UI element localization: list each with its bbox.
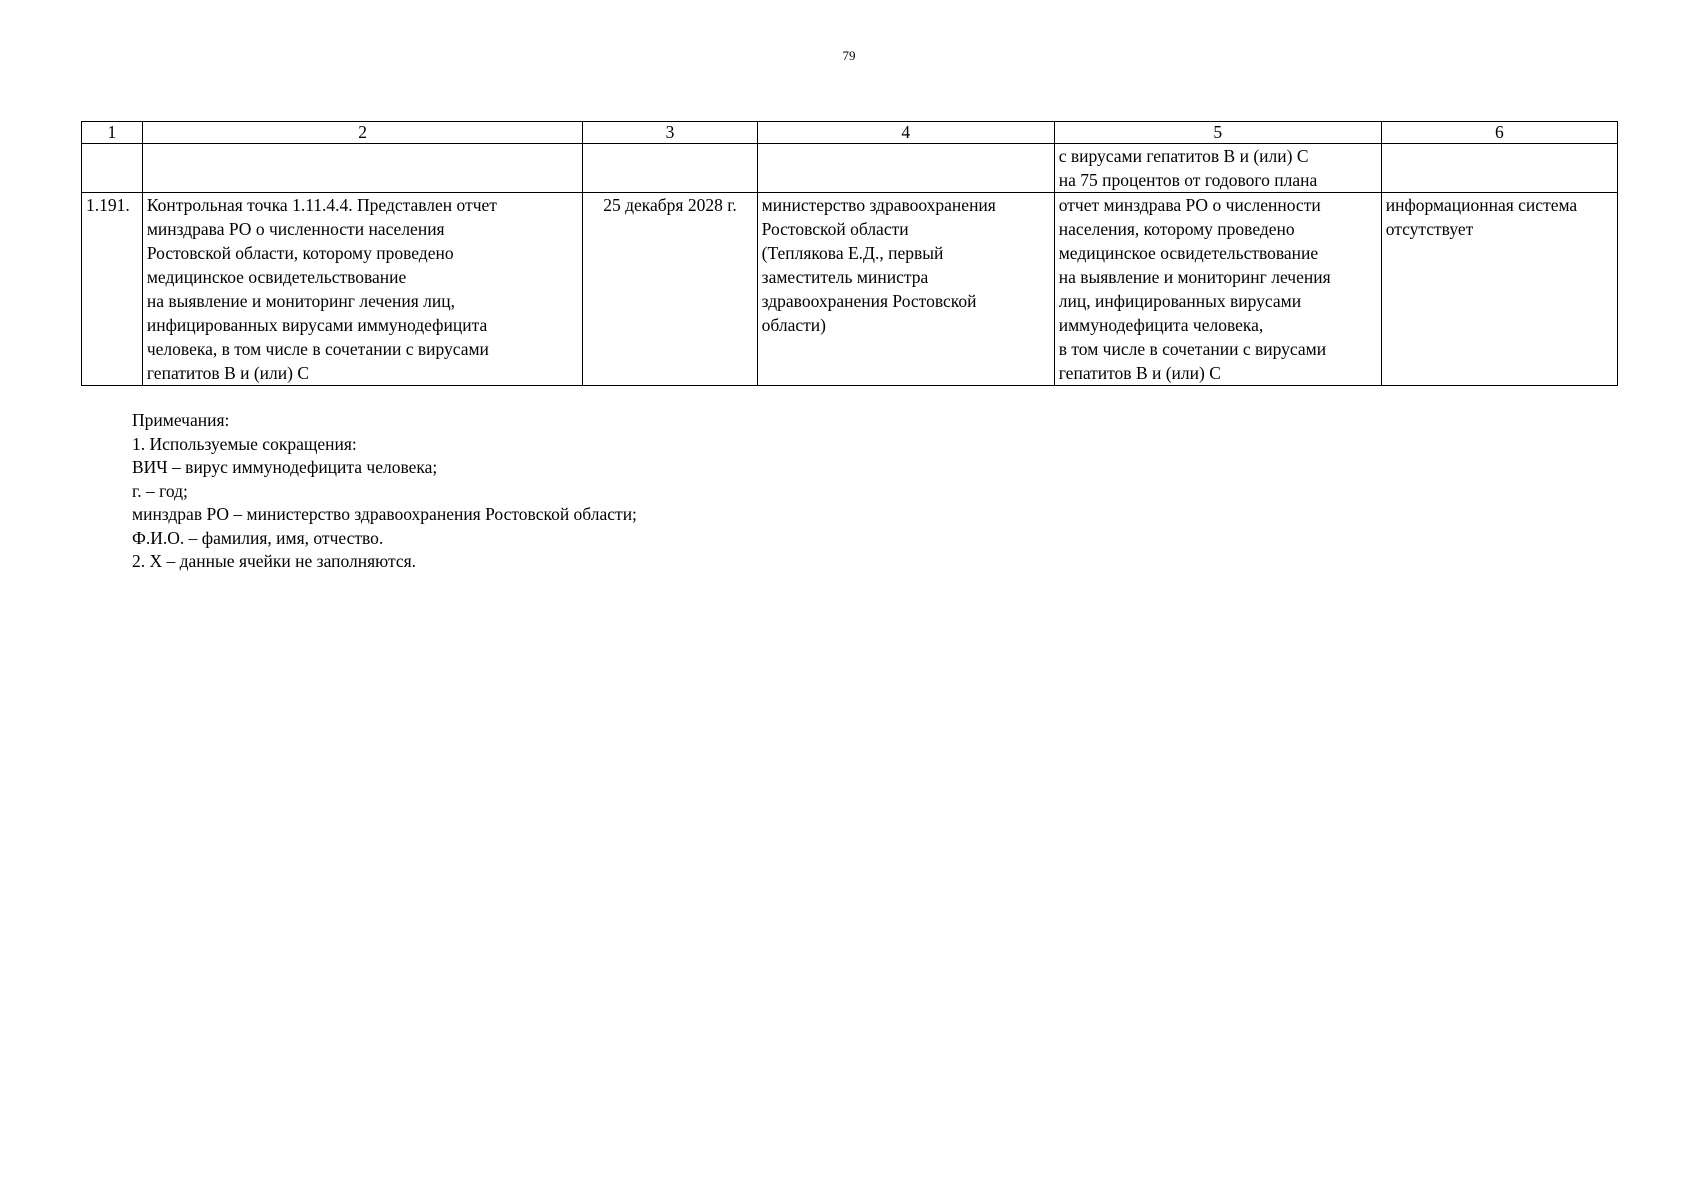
cell-line: гепатитов В и (или) С — [146, 363, 310, 383]
column-header-3: 3 — [583, 122, 757, 144]
table-row — [82, 193, 1618, 386]
cell-empty — [1381, 144, 1617, 193]
cell-line: отсутствует — [1385, 219, 1474, 239]
cell-responsible — [757, 193, 1054, 386]
cell-line: на 75 процентов от годового плана — [1058, 170, 1318, 190]
notes-item: 1. Используемые сокращения: — [132, 433, 357, 454]
table-row-continuation — [82, 144, 1618, 193]
cell-line: медицинское освидетельствование — [146, 267, 407, 287]
cell-line: гепатитов В и (или) С — [1058, 363, 1221, 383]
cell-line: области) — [761, 315, 826, 335]
notes-item: г. – год; — [132, 480, 188, 501]
column-header-4: 4 — [757, 122, 1054, 144]
column-header-2: 2 — [142, 122, 582, 144]
cell-line: здравоохранения Ростовской — [761, 291, 977, 311]
row-number: 1.191. — [82, 193, 143, 386]
cell-information-system — [1381, 193, 1617, 386]
cell-line: Контрольная точка 1.11.4.4. Представлен отчет — [146, 195, 497, 215]
notes-item: минздрав РО – министерство здравоохранения Ростовской области; — [132, 504, 637, 524]
cell-line: заместитель министра — [761, 267, 929, 287]
cell-line: Ростовской области — [761, 219, 909, 239]
cell-line: министерство здравоохранения — [761, 195, 996, 215]
notes-item: 2. Х – данные ячейки не заполняются. — [132, 551, 417, 571]
cell-empty — [142, 144, 582, 193]
page-number: 79 — [842, 48, 856, 63]
cell-line: на выявление и мониторинг лечения — [1058, 267, 1331, 287]
cell-line: с вирусами гепатитов В и (или) С — [1058, 146, 1309, 166]
cell-date: 25 декабря 2028 г. — [583, 193, 757, 386]
cell-line: (Теплякова Е.Д., первый — [761, 243, 944, 263]
cell-line: иммунодефицита человека, — [1058, 315, 1264, 335]
cell-line: лиц, инфицированных вирусами — [1058, 291, 1302, 311]
cell-line: информационная система — [1385, 195, 1578, 215]
notes-item: Ф.И.О. – фамилия, имя, отчество. — [132, 527, 384, 548]
column-header-6: 6 — [1381, 122, 1617, 144]
cell-continuation-result — [1054, 144, 1381, 193]
cell-empty — [757, 144, 1054, 193]
column-header-5: 5 — [1054, 122, 1381, 144]
notes-block — [132, 409, 637, 574]
cell-empty — [583, 144, 757, 193]
document-table — [81, 121, 1618, 386]
notes-item: ВИЧ – вирус иммунодефицита человека; — [132, 457, 438, 477]
cell-line: населения, которому проведено — [1058, 219, 1295, 239]
cell-empty — [82, 144, 143, 193]
cell-line: человека, в том числе в сочетании с вирусами — [146, 339, 489, 359]
cell-line: инфицированных вирусами иммунодефицита — [146, 315, 488, 335]
cell-event-name — [142, 193, 582, 386]
table-header-row — [82, 122, 1618, 144]
cell-line: минздрава РО о численности населения — [146, 219, 445, 239]
cell-line: отчет минздрава РО о численности — [1058, 195, 1321, 215]
cell-line: Ростовской области, которому проведено — [146, 243, 454, 263]
column-header-1: 1 — [82, 122, 143, 144]
cell-result — [1054, 193, 1381, 386]
notes-title: Примечания: — [132, 410, 230, 430]
cell-line: на выявление и мониторинг лечения лиц, — [146, 291, 455, 311]
cell-line: в том числе в сочетании с вирусами — [1058, 339, 1327, 359]
cell-line: медицинское освидетельствование — [1058, 243, 1319, 263]
